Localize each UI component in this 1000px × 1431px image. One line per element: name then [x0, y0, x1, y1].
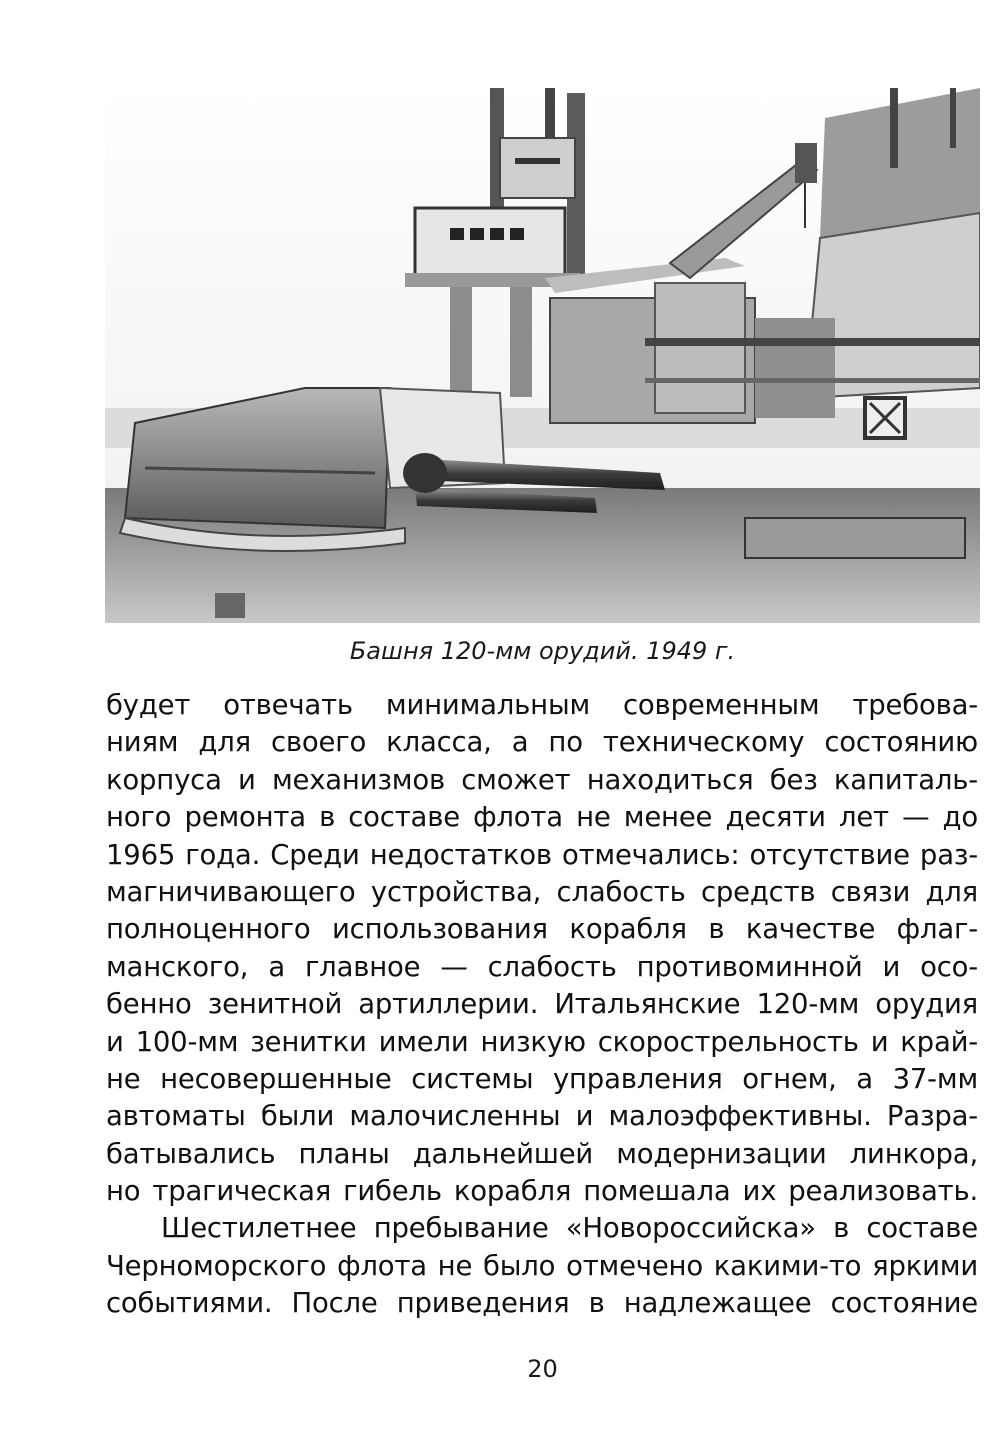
text-line: ниям для своего класса, а по техническому состоянию	[106, 726, 978, 759]
text-line: полноценного использования корабля в качестве флаг-	[106, 913, 978, 946]
text-line: батывались планы дальнейшей модернизации линкора,	[106, 1137, 978, 1170]
text-line: но трагическая гибель корабля помешала их реализовать.	[106, 1175, 978, 1208]
text-line: Черноморского флота не было отмечено какими-то яркими	[106, 1249, 978, 1282]
text-line: корпуса и механизмов сможет находиться без капиталь-	[106, 763, 978, 796]
page-number: 20	[527, 1355, 558, 1383]
text-line: будет отвечать минимальным современным требова-	[106, 689, 978, 721]
text-line-paragraph-start: Шестилетнее пребывание «Новороссийска» в составе	[161, 1212, 978, 1245]
figure-caption: Башня 120-мм орудий. 1949 г.	[349, 637, 736, 665]
text-line: и 100-мм зенитки имели низкую скорострельность и край-	[106, 1025, 978, 1058]
text-line: 1965 года. Среди недостатков отмечались: отсутствие раз-	[106, 838, 978, 871]
text-line: ного ремонта в составе флота не менее десяти лет — до	[106, 801, 978, 834]
text-line: магничивающего устройства, слабость средств связи для	[106, 875, 978, 908]
text-line: бенно зенитной артиллерии. Итальянские 120-мм орудия	[106, 988, 978, 1021]
deck-hatch	[745, 518, 965, 558]
text-line: автоматы были малочисленны и малоэффективны. Разра-	[106, 1100, 978, 1133]
text-line: манского, а главное — слабость противоминной и осо-	[106, 950, 978, 983]
text-line: событиями. После приведения в надлежащее состояние	[106, 1287, 978, 1320]
body-text	[106, 687, 978, 1323]
battleship-turret-photo	[105, 88, 980, 623]
text-line: не несовершенные системы управления огнем, а 37-мм	[106, 1062, 978, 1095]
